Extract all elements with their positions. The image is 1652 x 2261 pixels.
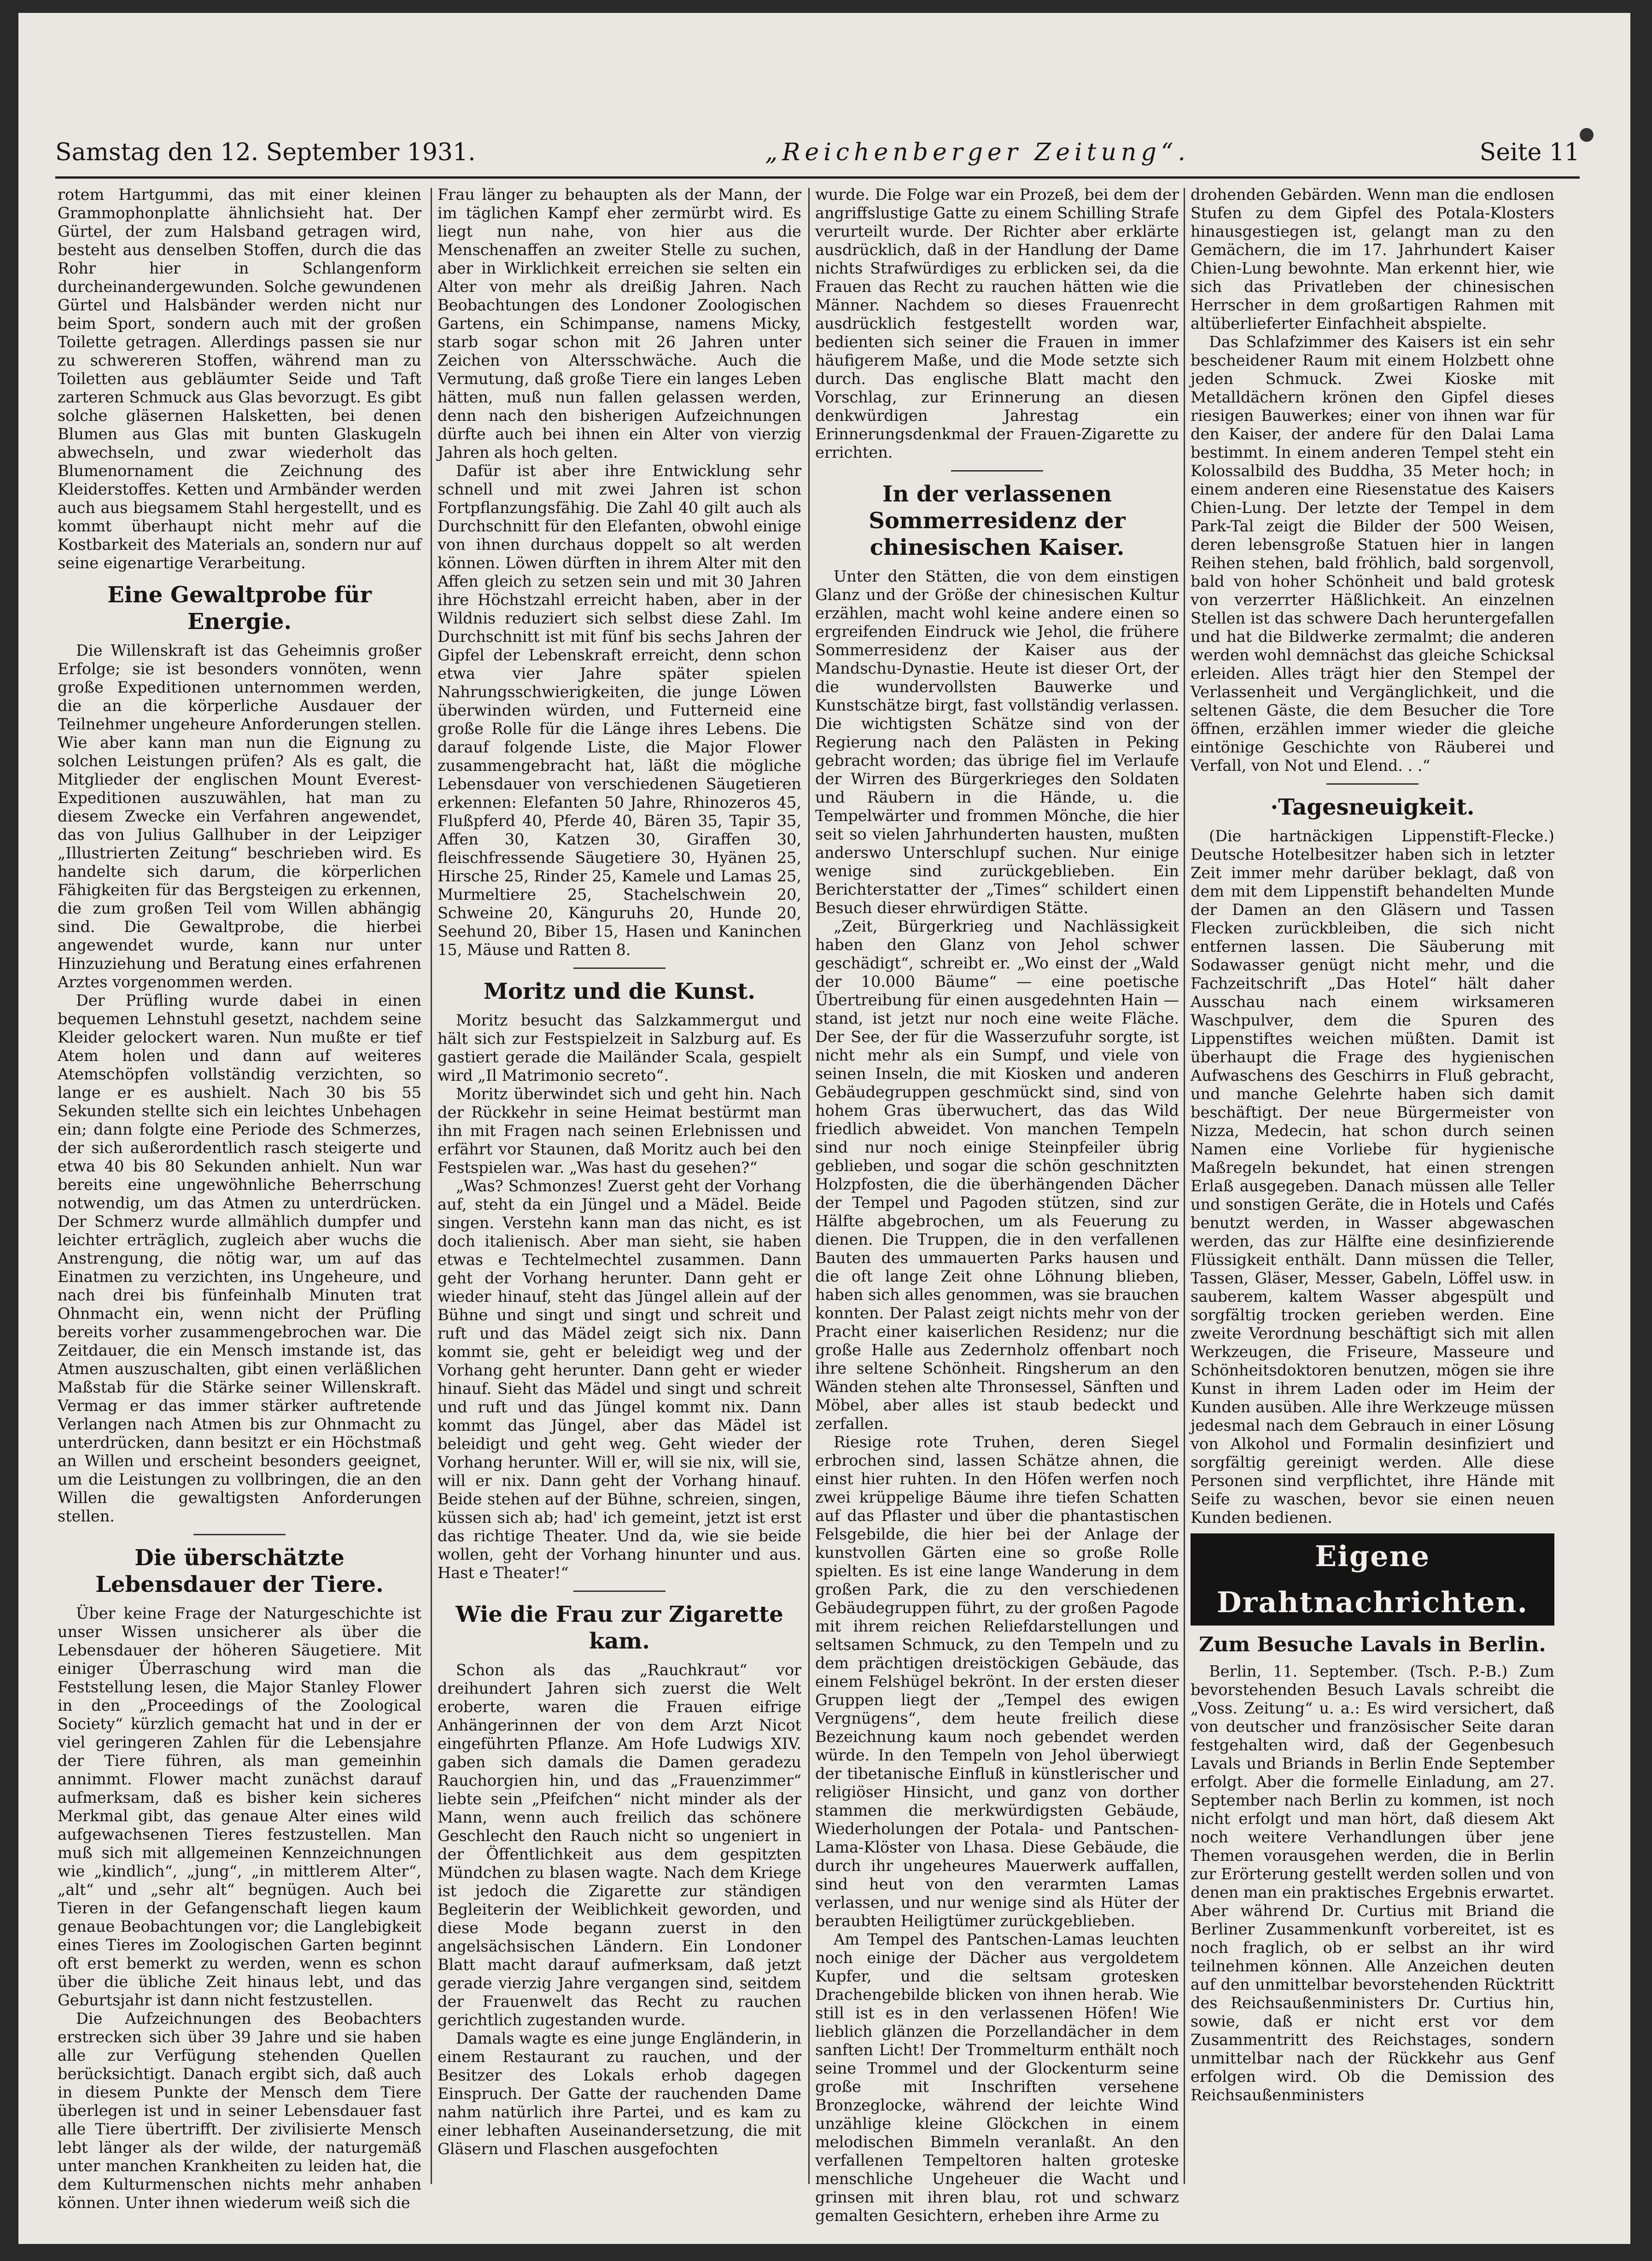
column-3 bbox=[815, 186, 1179, 2225]
page-number: Seite 11 bbox=[1479, 138, 1580, 166]
column-divider bbox=[808, 188, 810, 2184]
article-text: Unter den Stätten, die von dem einstigen Glanz und der Größe der chinesischen Kultur erzählen, macht wohl keine andere einen so ergreifenden Eindruck wie Jehol, die frühere Sommerresidenz der Kaiser aus der Mandschu-Dynastie. Heute ist dieser Ort, der die wundervollsten Bauwerke und Kunstschätze birgt, fast vollständig verlassen. Die wichtigsten Schätze sind von der Regierung nach den Palästen in Peking gebracht worden; das übrige fiel im Verlaufe der Wirren des Bürgerkrieges den Soldaten und Räubern in die Hände, u. die Tempelwärter und frommen Mönche, die hier seit so vielen Jahrhunderten hausten, mußten anderswo Unterschlupf suchen. Nur einige wenige sind zurückgeblieben. Ein Berichterstatter der „Times“ schildert einen Besuch dieser ehrwürdigen Stätte. bbox=[815, 567, 1179, 917]
section-divider bbox=[573, 1591, 665, 1592]
article-heading: In der verlassenen Sommerresidenz der chinesischen Kaiser. bbox=[869, 481, 1126, 560]
article-heading: Moritz und die Kunst. bbox=[483, 979, 756, 1004]
section-divider bbox=[573, 967, 665, 969]
article-heading: Zum Besuche Lavals in Berlin. bbox=[1199, 1633, 1546, 1656]
column-1 bbox=[58, 186, 421, 2212]
article-text: rotem Hartgummi, das mit einer kleinen Grammophonplatte ähnlichsieht hat. Der Gürtel, der zum Halsband getragen wird, besteht aus denselben Stoffen, durch die das Rohr hier in Schlangenform durcheinandergewunden. Solche gewundenen Gürtel und Halsbänder werden nicht nur beim Sport, sondern auch mit der großen Toilette getragen. Allerdings passen sie nur zu schwereren Stoffen, während man zu Toiletten aus gebläumter Seide und Taft zarteren Schmuck aus Glas bevorzugt. Es gibt solche gläsernen Halsketten, bei denen Blumen aus Glas mit bunten Glaskugeln abwechseln, und zwar wiederholt das Blumenornament die Zeichnung des Kleiderstoffes. Ketten und Armbänder werden auch aus biegsamem Stahl hergestellt, und es kommt überhaupt nicht mehr auf die Kostbarkeit des Materials an, sondern nur auf seine eigenartige Verarbeitung. bbox=[58, 186, 421, 572]
article-text: Berlin, 11. September. (Tsch. P.-B.) Zum bevorstehenden Besuch Lavals schreibt die „Voss. Zeitung“ u. a.: Es wird versichert, daß von deutscher und französischer Seite daran festgehalten wird, daß der Gegenbesuch Lavals und Briands in Berlin Ende September erfolgt. Aber die formelle Einladung, am 27. September nach Berlin zu kommen, ist noch nicht erfolgt und man hört, daß diesem Akt noch weitere Verhandlungen über jene Themen vorausgehen werden, die in Berlin zur Erörterung gestellt werden sollen und von denen man ein praktisches Ergebnis erwartet. Aber während Dr. Curtius mit Briand die Berliner Zusammenkunft vorbereitet, ist es noch fraglich, ob er selbst an ihr wird teilnehmen können. Alle Anzeichen deuten auf den unmittelbar bevorstehenden Rücktritt des Reichsaußenministers Dr. Curtius hin, sowie, daß er nicht erst vor dem Zusammentritt des Reichstages, sondern unmittelbar nach der Rückkehr aus Genf erfolgen wird. Ob die Demission des Reichsaußenministers bbox=[1191, 1662, 1554, 2104]
article-text: Damals wagte es eine junge Engländerin, in einem Restaurant zu rauchen, und der Besitzer des Lokals erhob dagegen Einspruch. Der Gatte der rauchenden Dame nahm natürlich ihre Partei, und es kam zu einer lebhaften Auseinandersetzung, die mit Gläsern und Flaschen ausgefochten bbox=[438, 2029, 801, 2158]
column-divider bbox=[1184, 188, 1185, 2184]
issue-date: Samstag den 12. September 1931. bbox=[55, 138, 476, 166]
article-text: Moritz besucht das Salzkammergut und hält sich zur Festspielzeit in Salzburg auf. Es gastiert gerade die Mailänder Scala, gespielt wird „Il Matrimonio secreto“. bbox=[438, 1011, 801, 1084]
article-heading: Die überschätzte Lebensdauer der Tiere. bbox=[95, 1545, 384, 1597]
article-text: (Die hartnäckigen Lippenstift-Flecke.) Deutsche Hotelbesitzer haben sich in letzter Zeit immer mehr darüber beklagt, daß von dem mit dem Lippenstift behandelten Munde der Damen an den Gläsern und Tassen Flecken zurückbleiben, die sich nicht entfernen lassen. Die Säuberung mit Sodawasser genügt nicht mehr, und die Fachzeitschrift „Das Hotel“ hält daher Ausschau nach einem wirksameren Waschpulver, dem die Spuren des Lippenstiftes weichen müßten. Damit ist überhaupt die Frage des hygienischen Aufwaschens des Geschirrs in Fluß gebracht, und manche Gelehrte haben sich damit beschäftigt. Der neue Bürgermeister von Nizza, Medecin, hat schon durch seinen Namen eine Vorliebe für hygienische Maßregeln bekundet, hat einen strengen Erlaß ausgegeben. Danach müssen alle Teller und sonstigen Geräte, die in Hotels und Cafés benutzt werden, in Wasser abgewaschen werden, das zur Hälfte eine desinfizierende Flüssigkeit enthält. Dann müssen die Teller, Tassen, Gläser, Messer, Gabeln, Löffel usw. in sauberem, kaltem Wasser abgespült und sorgfältig trocken gerieben werden. Eine zweite Verordnung beschäftigt sich mit allen Werkzeugen, die Friseure, Masseure und Schönheitsdoktoren benutzen, mögen sie ihre Kunst in ihrem Laden oder im Heim der Kunden ausüben. Alle ihre Werkzeuge müssen jedesmal nach dem Gebrauch in einer Lösung von Alkohol und Formalin desinfiziert und sorgfältig gereinigt werden. Alle diese Personen sind verpflichtet, ihre Hände mit Seife zu waschen, bevor sie einen neuen Kunden bedienen. bbox=[1191, 827, 1554, 1527]
page-header bbox=[55, 130, 1580, 174]
article-heading: Wie die Frau zur Zigarette kam. bbox=[455, 1602, 783, 1654]
article-text: Der Prüfling wurde dabei in einen bequemen Lehnstuhl gesetzt, nachdem seine Kleider gelockert waren. Nun mußte er tief Atem holen und dann auf weiteres Atemschöpfen vollständig verzichten, so lange er es aushielt. Nach 30 bis 55 Sekunden stellte sich ein leichtes Unbehagen ein; dann folgte eine Periode des Schmerzes, der sich außerordentlich rasch steigerte und etwa 40 bis 80 Sekunden anhielt. Nun war bereits eine ungewöhnliche Beherrschung notwendig, um das Atmen zu unterdrücken. Der Schmerz wurde allmählich dumpfer und leichter erträglich, zugleich aber wuchs die Anstrengung, die nötig war, um auf das Einatmen zu verzichten, ins Ungeheure, und nach drei bis fünfeinhalb Minuten trat Ohnmacht ein, wenn nicht der Prüfling bereits vorher zusammengebrochen war. Die Zeitdauer, die ein Mensch imstande ist, das Atmen auszuschalten, gibt einen verläßlichen Maßstab für die Stärke seiner Willenskraft. Vermag er das immer stärker auftretende Verlangen nach Atmen bis zur Ohnmacht zu unterdrücken, dann besitzt er ein Höchstmaß an Willen und erscheint besonders geeignet, um die Leistungen zu vollbringen, die an den Willen die gewaltigsten Anforderungen stellen. bbox=[58, 991, 421, 1525]
article-text: Moritz überwindet sich und geht hin. Nach der Rückkehr in seine Heimat bestürmt man ihn mit Fragen nach seinen Erlebnissen und erfährt vor Staunen, daß Moritz auch bei den Festspielen war. „Was hast du gesehen?“ bbox=[438, 1085, 801, 1177]
article-text: wurde. Die Folge war ein Prozeß, bei dem der angriffslustige Gatte zu einem Schilling Strafe verurteilt wurde. Der Richter aber erklärte ausdrücklich, daß in der Handlung der Dame nichts Strafwürdiges zu erblicken sei, da die Frauen das Recht zu rauchen hätten wie die Männer. Nachdem so dieses Frauenrecht ausdrücklich festgestellt worden war, bedienten sich seiner die Frauen in immer häufigerem Maße, und die Mode setzte sich durch. Das englische Blatt macht den Vorschlag, zur Erinnerung an diesen denkwürdigen Jahrestag ein Erinnerungsdenkmal der Frauen-Zigarette zu errichten. bbox=[815, 186, 1179, 461]
column-2 bbox=[438, 186, 801, 2189]
masthead: „Reichenberger Zeitung“. bbox=[765, 138, 1190, 166]
article-text: Das Schlafzimmer des Kaisers ist ein sehr bescheidener Raum mit einem Holzbett ohne jeden Schmuck. Zwei Kioske mit Metalldächern krönen den Gipfel dieses riesigen Bauwerkes; einer von ihnen war für den Kaiser, der andere für den Dalai Lama bestimmt. In einem anderen Tempel steht ein Kolossalbild des Buddha, 35 Meter hoch; in einem anderen eine Riesenstatue des Kaisers Chien-Lung. Der letzte der Tempel in dem Park-Tal zeigt die Bilder der 500 Weisen, deren lebensgroße Statuen hier in langen Reihen stehen, bald fröhlich, bald sorgenvoll, bald von hoher Schönheit und bald grotesk von verzerrter Häßlichkeit. An einzelnen Stellen ist das schwere Dach heruntergefallen und hat die Bildwerke zermalmt; die anderen werden wohl demnächst das gleiche Schicksal erleiden. Alles trägt hier den Stempel der Verlassenheit und Vergänglichkeit, und die seltenen Gäste, die dem Besucher die Tore öffnen, erzählen immer wieder die gleiche eintönige Geschichte von Räuberei und Verfall, von Not und Elend. . .“ bbox=[1191, 333, 1554, 775]
section-divider bbox=[193, 1534, 286, 1535]
article-text: „Zeit, Bürgerkrieg und Nachlässigkeit haben den Glanz von Jehol schwer geschädigt“, schreibt er. „Wo einst der „Wald der 10.000 Bäume“ — eine poetische Übertreibung für einen ausgedehnten Hain — stand, ist jetzt nur noch eine weite Fläche. Der See, der für die Wasserzufuhr sorgte, ist nicht mehr als ein Sumpf, und viele von seinen Inseln, die mit Kiosken und anderen Gebäudegruppen geschmückt sind, sind von hohem Gras überwuchert, das das Wild friedlich abweidet. Von manchen Tempeln sind nur noch einige Steinpfeiler übrig geblieben, und sogar die schön geschnitzten Holzpfosten, die die überhängenden Dächer der Tempel und Pagoden stützen, sind zur Hälfte abgebrochen, um als Feuerung zu dienen. Die Truppen, die in den verfallenen Bauten des ummauerten Parks hausen und die oft lange Zeit ohne Löhnung blieben, haben sich alles genommen, was sie brauchen konnten. Der Palast zeigt nichts mehr von der Pracht einer kaiserlichen Residenz; nur die große Halle aus Zedernholz offenbart noch ihre seltene Schönheit. Ringsherum an den Wänden stehen alte Thronsessel, Sänften und Möbel, aber alles ist staub bedeckt und zerfallen. bbox=[815, 917, 1179, 1433]
article-text: „Was? Schmonzes! Zuerst geht der Vorhang auf, steht da ein Jüngel und a Mädel. Beide singen. Verstehn kann man das nicht, es ist doch italienisch. Aber man sieht, sie haben etwas e Techtelmechtel zusammen. Dann geht der Vorhang herunter. Dann geht er wieder hinauf, steht das Jüngel allein auf der Bühne und singt und singt und schreit und ruft und das Mädel zeigt sich nix. Dann kommt sie, geht er beleidigt weg und der Vorhang geht herunter. Dann geht er wieder hinauf. Sieht das Mädel und singt und schreit und ruft und das Jüngel kommt nix. Dann kommt das Jüngel, aber das Mädel ist beleidigt und geht weg. Geht wieder der Vorhang herunter. Will er, will sie nix, will sie, will er nix. Dann geht der Vorhang hinauf. Beide stehen auf der Bühne, schreien, singen, küssen sich ab; had' ich gemeint, jetzt ist erst das richtige Theater. Und da, wie sie beide wollen, geht der Vorhang hinunter und aus. Hast e Theater!“ bbox=[438, 1177, 801, 1582]
newspaper-page bbox=[18, 13, 1630, 2244]
article-text: Schon als das „Rauchkraut“ vor dreihundert Jahren sich zuerst die Welt eroberte, waren die Frauen eifrige Anhängerinnen der von dem Arzt Nicot eingeführten Pflanze. Am Hofe Ludwigs XIV. gaben sich damals die Damen geradezu Rauchorgien hin, und das „Frauenzimmer“ liebte sein „Pfeifchen“ nicht minder als der Mann, wenn auch freilich das schönere Geschlecht den Rauch nicht so ungeniert in der Öffentlichkeit aus dem gespitzten Mündchen zu blasen wagte. Nach dem Kriege ist jedoch die Zigarette zur ständigen Begleiterin der Weiblichkeit geworden, und diese Mode begann zuerst in den angelsächsischen Ländern. Ein Londoner Blatt macht darauf aufmerksam, daß jetzt gerade vierzig Jahre vergangen sind, seitdem der Frauenwelt das Recht zu rauchen gerichtlich zugestanden wurde. bbox=[438, 1661, 801, 2029]
article-text: Die Willenskraft ist das Geheimnis großer Erfolge; sie ist besonders vonnöten, wenn große Expeditionen unternommen werden, die an die körperliche Ausdauer der Teilnehmer ungeheure Anforderungen stellen. Wie aber kann man nun die Eignung zu solchen Leistungen prüfen? Als es galt, die Mitglieder der englischen Mount Everest-Expeditionen auszuwählen, hat man zu diesem Zwecke ein Verfahren angewendet, das von Julius Gallhuber in der Leipziger „Illustrierten Zeitung“ beschrieben wird. Es handelte sich darum, die körperlichen Fähigkeiten für das Bergsteigen zu erkennen, die zum großen Teil vom Willen abhängig sind. Die Gewaltprobe, die hierbei angewendet wurde, kann nur unter Hinzuziehung und Beratung eines erfahrenen Arztes vorgenommen werden. bbox=[58, 641, 421, 991]
section-banner: Eigene Drahtnachrichten. bbox=[1191, 1533, 1554, 1626]
article-text: drohenden Gebärden. Wenn man die endlosen Stufen zu dem Gipfel des Potala-Klosters hinausgestiegen ist, gelangt man zu den Gemächern, die im 17. Jahrhundert Kaiser Chien-Lung bewohnte. Man erkennt hier, wie sich das Privatleben der chinesischen Herrscher in dem großartigen Rahmen mit altüberlieferter Einfachheit abspielte. bbox=[1191, 186, 1554, 332]
column-divider bbox=[431, 188, 432, 2184]
article-text: Riesige rote Truhen, deren Siegel erbrochen sind, lassen Schätze ahnen, die einst hier ruhten. In den Höfen werfen noch zwei krüppelige Bäume ihre tiefen Schatten auf das Pflaster und über die phantastischen Felsgebilde, die hier bei der Anlage der kunstvollen Gärten eine so große Rolle spielten. Es ist eine lange Wanderung in dem großen Park, die zu den verschiedenen Gebäudegruppen führt, zu der großen Pagode mit ihrem reichen Reliefdarstellungen und seltsamen Schmuck, zu den Tempeln und zu dem prächtigen dreistöckigen Gebäude, das einem Felshügel bekrönt. In der ersten dieser Gruppen liegt der „Tempel des ewigen Vergnügens“, dem heute freilich diese Bezeichnung kaum noch gebendet werden würde. In den Tempeln von Jehol überwiegt der tibetanische Einfluß in künstlerischer und religiöser Hinsicht, und ganz von dorther stammen die merkwürdigsten Gebäude, Wiederholungen der Potala- und Pantschen-Lama-Klöster von Lhasa. Diese Gebäude, die durch ihr ungeheures Mauerwerk auffallen, sind heut von den verarmten Lamas verlassen, und nur wenige sind als Hüter der beraubten Heiligtümer zurückgeblieben. bbox=[815, 1433, 1179, 1930]
article-text: Am Tempel des Pantschen-Lamas leuchten noch einige der Dächer aus vergoldetem Kupfer, und die seltsam grotesken Drachengebilde blicken von ihnen herab. Wie still ist es in den verlassenen Höfen! Wie lieblich glänzen die Porzellandächer in dem sanften Licht! Der Trommelturm enthält noch seine Trommel und der Glockenturm seine große mit Inschriften versehene Bronzeglocke, während der leichte Wind unzählige kleine Glöckchen in einem melodischen Bimmeln veranlaßt. An den verfallenen Tempeltoren halten groteske menschliche Ungeheuer die Wacht und grinsen mit ihren blau, rot und schwarz gemalten Gesichtern, erheben ihre Arme zu bbox=[815, 1930, 1179, 2225]
header-rule bbox=[55, 176, 1580, 179]
section-divider bbox=[951, 470, 1043, 472]
punch-hole-mark bbox=[1580, 128, 1594, 142]
column-4 bbox=[1191, 186, 1554, 2189]
article-heading: ·Tagesneuigkeit. bbox=[1270, 794, 1475, 820]
article-text: Dafür ist aber ihre Entwicklung sehr schnell und mit zwei Jahren ist schon Fortpflanzungsfähig. Die Zahl 40 gilt auch als Durchschnitt für den Elefanten, obwohl einige von ihnen durchaus doppelt so alt werden können. Löwen dürften in ihrem Alter mit den Affen gleich zu setzen sein und mit 30 Jahren ihre Höchstzahl erreicht haben, aber in der Wildnis reduziert sich selbst diese Zahl. Im Durchschnitt ist mit fünf bis sechs Jahren der Gipfel der Lebenskraft erreicht, denn schon etwa vier Jahre später spielen Nahrungsschwierigkeiten, die junge Löwen überwinden würden, und Futterneid eine große Rolle für die Länge ihres Lebens. Die darauf folgende Liste, die Major Flower zusammengebracht hat, läßt die mögliche Lebensdauer von verschiedenen Säugetieren erkennen: Elefanten 50 Jahre, Rhinozeros 45, Flußpferd 40, Pferde 40, Bären 35, Tapir 35, Affen 30, Katzen 30, Giraffen 30, fleischfressende Säugetiere 30, Hyänen 25, Hirsche 25, Rinder 25, Kamele und Lamas 25, Murmeltiere 25, Stachelschwein 20, Schweine 20, Känguruhs 20, Hunde 20, Seehund 20, Biber 15, Hasen und Kaninchen 15, Mäuse und Ratten 8. bbox=[438, 462, 801, 959]
article-text: Über keine Frage der Naturgeschichte ist unser Wissen unsicherer als über die Lebensdauer der höheren Säugetiere. Mit einiger Überraschung wird man die Feststellung lesen, die Major Stanley Flower in den „Proceedings of the Zoological Society“ kürzlich gemacht hat und in der er viel geringeren Zahlen für die Lebensjahre der Tiere führen, als man gemeinhin annimmt. Flower macht zunächst darauf aufmerksam, daß es bisher kein sicheres Merkmal gibt, das genaue Alter eines wild aufgewachsenen Tieres festzustellen. Man muß sich mit allgemeinen Kennzeichnungen wie „kindlich“, „jung“, „in mittlerem Alter“, „alt“ und „sehr alt“ begnügen. Auch bei Tieren in der Gefangenschaft liegen kaum genaue Beobachtungen vor; die Langlebigkeit eines Tieres im Zoologischen Garten beginnt oft erst bemerkt zu werden, wenn es schon über die übliche Zeit hinaus lebt, und das Geburtsjahr ist dann nicht festzustellen. bbox=[58, 1604, 421, 2009]
article-heading: Eine Gewaltprobe für Energie. bbox=[107, 582, 372, 635]
section-divider bbox=[1326, 783, 1419, 785]
article-text: Frau länger zu behaupten als der Mann, der im täglichen Kampf eher zermürbt wird. Es liegt nun nahe, von hier aus die Menschenaffen an zweiter Stelle zu suchen, aber in Wirklichkeit erreichen sie selten ein Alter von mehr als dreißig Jahren. Nach Beobachtungen des Londoner Zoologischen Gartens, ein Schimpanse, namens Micky, starb sogar schon mit 26 Jahren unter Zeichen von Altersschwäche. Auch die Vermutung, daß große Tiere ein langes Leben hätten, muß nun fallen gelassen werden, denn nach den bisherigen Aufzeichnungen dürfte auch bei ihnen ein Alter von vierzig Jahren als hoch gelten. bbox=[438, 186, 801, 461]
article-text: Die Aufzeichnungen des Beobachters erstrecken sich über 39 Jahre und sie haben alle zur Verfügung stehenden Quellen berücksichtigt. Danach ergibt sich, daß auch in diesem Punkte der Mensch dem Tiere überlegen ist und in seiner Lebensdauer fast alle Tiere übertrifft. Der zivilisierte Mensch lebt länger als der wilde, der naturgemäß unter manchen Krankheiten zu leiden hat, die dem Kulturmenschen nichts mehr anhaben können. Unter ihnen wiederum weiß sich die bbox=[58, 2010, 421, 2212]
